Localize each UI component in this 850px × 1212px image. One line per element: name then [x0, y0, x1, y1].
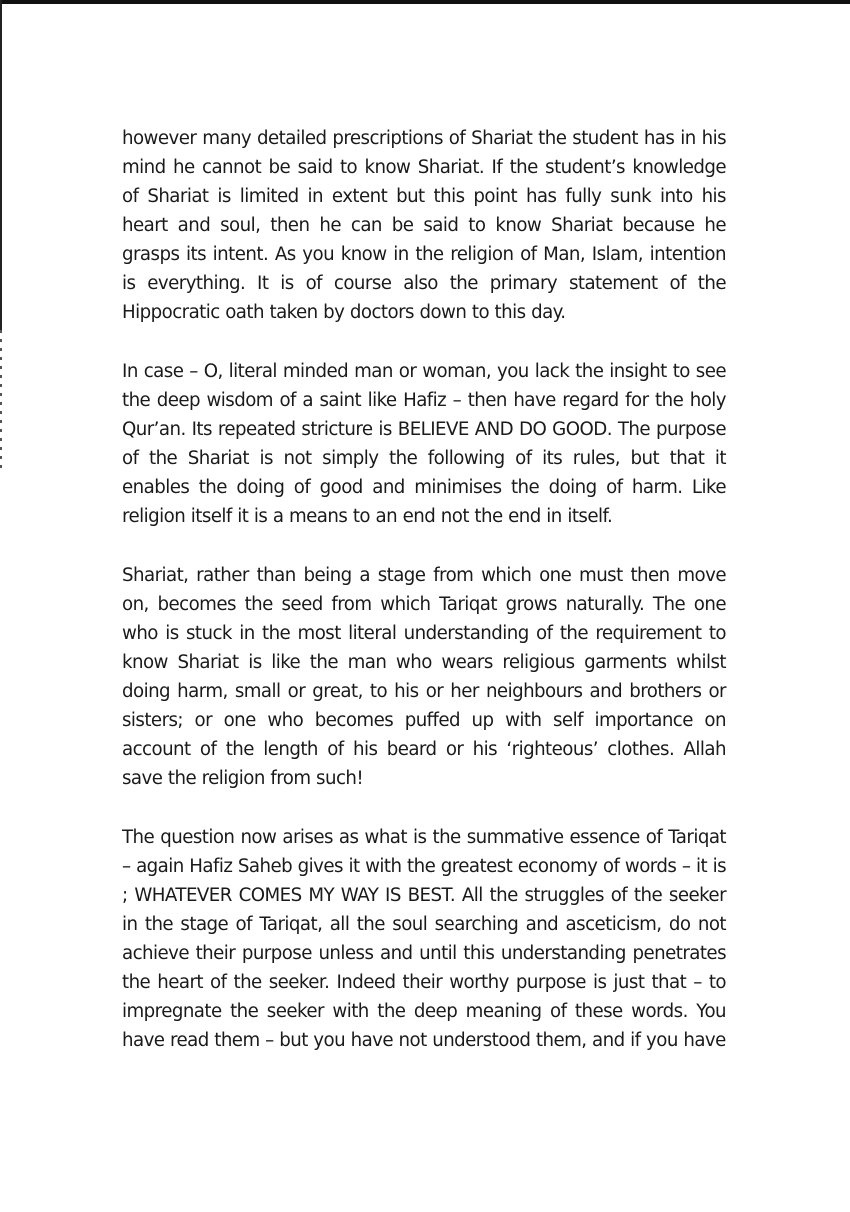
paragraph-3: Shariat, rather than being a stage from which one must then move on, becomes the seed from which Tariqat grows naturally. The one who is stuck in the most literal understanding of the requirement to know Shariat is like the man who wears religious garments whilst doing harm, small or great, to his or her neighbours and brothers or sisters; or one who becomes puffed up with self importance on account of the length of his beard or his ‘righteous’ clothes. Allah save the religion from such! [122, 565, 726, 789]
paragraph-2: In case – O, literal minded man or woman, you lack the insight to see the deep wisdom of a saint like Hafiz – then have regard for the holy Qur’an. Its repeated stricture is BELIEVE AND DO GOOD. The purpose of the Shariat is not simply the following of its rules, but that it enables the doing of good and minimises the doing of harm. Like religion itself it is a means to an end not the end in itself. [122, 361, 726, 527]
scan-border-left [0, 0, 2, 330]
document-page [122, 124, 726, 1085]
paragraph-4: The question now arises as what is the summative essence of Tariqat – again Hafiz Saheb gives it with the greatest economy of words – it is ; WHATEVER COMES MY WAY IS BEST. All the struggles of the seeker in the stage of Tariqat, all the soul searching and asceticism, do not achieve their purpose unless and until this understanding penetrates the heart of the seeker. Indeed their worthy purpose is just that – to impregnate the seeker with the deep meaning of these words. You have read them – but you have not understood them, and if you have [122, 827, 726, 1051]
paragraph-1: however many detailed prescriptions of Shariat the student has in his mind he cannot be said to know Shariat. If the student’s knowledge of Shariat is limited in extent but this point has fully sunk into his heart and soul, then he can be said to know Shariat because he grasps its intent. As you know in the religion of Man, Islam, intention is everything. It is of course also the primary statement of the Hippocratic oath taken by doctors down to this day. [122, 128, 726, 323]
scan-border-top [0, 0, 850, 4]
scan-edge-marks [0, 330, 2, 470]
